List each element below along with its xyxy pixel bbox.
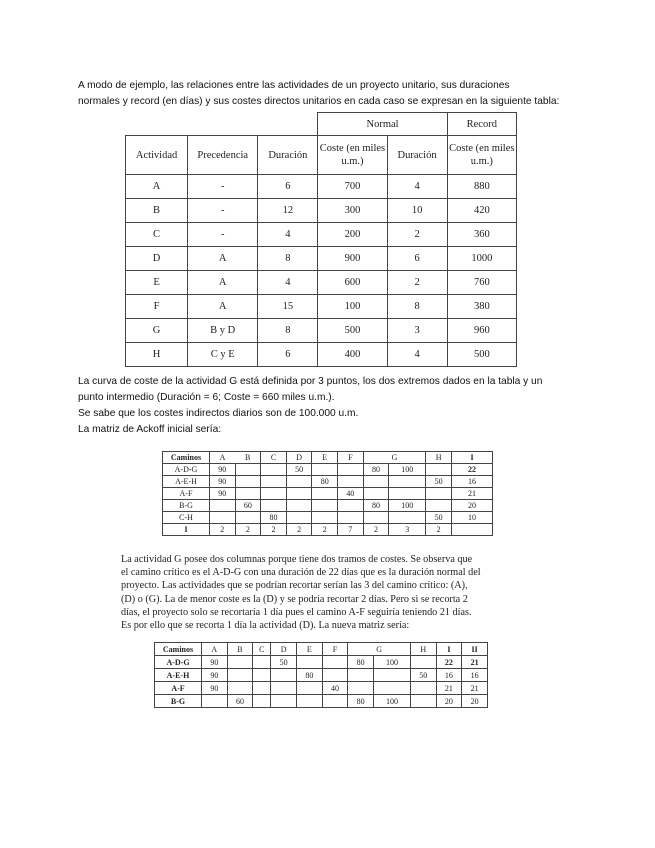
table-cell [312, 464, 338, 476]
table-cell: D [126, 247, 188, 271]
table-cell: A-D-G [163, 464, 210, 476]
table-cell: 300 [318, 199, 387, 223]
table-cell: A-F [155, 682, 202, 695]
ackoff-new-table [154, 642, 488, 708]
explanation-line-4: (D) o (G). La de menor coste es la (D) y se podría recortar 2 días. Pero si se recorta 2 [121, 593, 468, 605]
table-cell: 21 [462, 656, 488, 669]
table1-header: Actividad [126, 136, 188, 175]
table1-header: Duración [387, 136, 447, 175]
table-cell: 80 [348, 695, 374, 708]
table-cell: 21 [452, 488, 493, 500]
table-cell: 90 [202, 669, 228, 682]
table3-header: H [410, 643, 436, 656]
table-cell [261, 500, 287, 512]
table-cell [322, 656, 348, 669]
table-cell [210, 500, 236, 512]
table-cell [312, 488, 338, 500]
explanation-paragraph [121, 553, 531, 632]
table-cell: 50 [426, 476, 452, 488]
table-cell: B-G [155, 695, 202, 708]
table-cell [253, 656, 271, 669]
table-cell [338, 464, 364, 476]
table3-header: II [462, 643, 488, 656]
table-row [163, 476, 493, 488]
table-cell: 50 [271, 656, 297, 669]
table-cell [410, 695, 436, 708]
table-cell [271, 682, 297, 695]
table-row [126, 199, 517, 223]
table-cell: 21 [462, 682, 488, 695]
mid-line-3: Se sabe que los costes indirectos diarios son de 100.000 u.m. [78, 408, 359, 419]
table-cell: A [126, 175, 188, 199]
table-cell [410, 682, 436, 695]
table-row [163, 464, 493, 476]
table2-header: I [452, 452, 493, 464]
table-cell: A [188, 295, 258, 319]
table-row [126, 247, 517, 271]
table-cell: 16 [462, 669, 488, 682]
table2-header-a: A [219, 452, 226, 462]
table-cell: 2 [387, 271, 447, 295]
table-row [163, 488, 493, 500]
table3-header: I [436, 643, 462, 656]
table3-header: C [253, 643, 271, 656]
table-cell: 200 [318, 223, 387, 247]
mid-paragraph [78, 374, 542, 438]
table2-header: H [426, 452, 452, 464]
table-cell [286, 500, 312, 512]
table-cell [253, 669, 271, 682]
table2-header: D [286, 452, 312, 464]
table2-header: C [261, 452, 287, 464]
table-cell: 80 [261, 512, 287, 524]
table-cell: 4 [258, 223, 318, 247]
table-cell: 8 [387, 295, 447, 319]
table-cell [389, 488, 426, 500]
table3-header: F [322, 643, 348, 656]
intro-line-2: normales y record (en días) y sus costes directos unitarios en cada caso se expresan en la siguiente tabla: [78, 96, 560, 107]
activities-table [125, 112, 517, 367]
table-cell: C-H [163, 512, 210, 524]
table-cell [373, 682, 410, 695]
table-cell: - [188, 199, 258, 223]
table-cell [363, 488, 389, 500]
table-cell [253, 695, 271, 708]
table-row [163, 500, 493, 512]
table-cell: - [188, 223, 258, 247]
explanation-line-1: La actividad G posee dos columnas porque tiene dos tramos de costes. Se observa que [121, 554, 473, 565]
table-cell: 500 [318, 319, 387, 343]
table-cell [373, 669, 410, 682]
table-cell: 8 [258, 319, 318, 343]
table-row [126, 319, 517, 343]
table-cell: 7 [338, 524, 364, 536]
table-cell [271, 695, 297, 708]
table-cell: 1000 [447, 247, 516, 271]
table-cell [286, 476, 312, 488]
table-cell [286, 512, 312, 524]
table2-header: Caminos [163, 452, 210, 464]
table3-header: E [297, 643, 323, 656]
intro-line-1: A modo de ejemplo, las relaciones entre las actividades de un proyecto unitario, sus duraciones [78, 80, 510, 91]
mid-line-4: La matriz de Ackoff inicial sería: [78, 424, 222, 435]
table-cell [271, 669, 297, 682]
table-cell: A [188, 247, 258, 271]
table-cell: 22 [436, 656, 462, 669]
table-cell: 420 [447, 199, 516, 223]
table-cell: 360 [447, 223, 516, 247]
table-cell: 16 [452, 476, 493, 488]
table-cell: C [126, 223, 188, 247]
table-cell [261, 488, 287, 500]
table-cell [312, 500, 338, 512]
table-row [126, 295, 517, 319]
table-cell [210, 512, 236, 524]
table-cell [297, 656, 323, 669]
table-cell [338, 512, 364, 524]
table-cell: 80 [348, 656, 374, 669]
table-cell: H [126, 343, 188, 367]
table-cell [322, 669, 348, 682]
table-cell: 100 [318, 295, 387, 319]
table-cell: 4 [258, 271, 318, 295]
table-cell: 80 [363, 464, 389, 476]
table1-header: Coste (en miles u.m.) [447, 136, 516, 175]
table-row [126, 271, 517, 295]
table-cell [389, 476, 426, 488]
table-cell: 880 [447, 175, 516, 199]
table-row [155, 695, 488, 708]
table-cell [235, 464, 261, 476]
table-cell: 3 [387, 319, 447, 343]
table-cell [261, 476, 287, 488]
table3-header: G [348, 643, 411, 656]
table-cell: 60 [227, 695, 253, 708]
table2-header-b: B [244, 452, 251, 462]
table-cell: 6 [258, 175, 318, 199]
table-cell: 100 [373, 656, 410, 669]
table-row [163, 512, 493, 524]
table-cell: 90 [210, 488, 236, 500]
table2-header [210, 452, 261, 464]
mid-line-1: La curva de coste de la actividad G está definida por 3 puntos, los dos extremos dados en la tabla y un [78, 376, 543, 387]
table-cell: A-F [163, 488, 210, 500]
table-cell: 40 [338, 488, 364, 500]
table-cell: 10 [452, 512, 493, 524]
table-cell [322, 695, 348, 708]
table-cell: B-G [163, 500, 210, 512]
table-cell [227, 656, 253, 669]
table-cell: 2 [363, 524, 389, 536]
table1-header: Precedencia [188, 136, 258, 175]
table1-header: Coste (en miles u.m.) [318, 136, 387, 175]
table-cell: A-D-G [155, 656, 202, 669]
table-cell: 2 [235, 524, 261, 536]
table-cell: 2 [426, 524, 452, 536]
table-cell: 960 [447, 319, 516, 343]
table-cell [389, 512, 426, 524]
table-cell: 3 [389, 524, 426, 536]
table-cell: 90 [210, 476, 236, 488]
table-cell: 400 [318, 343, 387, 367]
table-cell: 6 [258, 343, 318, 367]
table-cell: 2 [261, 524, 287, 536]
table-cell: - [188, 175, 258, 199]
table-row [155, 656, 488, 669]
table-cell [363, 476, 389, 488]
table-cell [348, 682, 374, 695]
table-row [126, 343, 517, 367]
explanation-line-5: días, el proyecto solo se recortaría 1 día pues el camino A-F seguiría teniendo 21 días. [121, 606, 472, 618]
table-cell: 50 [286, 464, 312, 476]
table-cell [426, 488, 452, 500]
table-cell: 600 [318, 271, 387, 295]
mid-line-2: punto intermedio (Duración = 6; Coste = 660 miles u.m.). [78, 392, 335, 403]
table-cell: 100 [389, 500, 426, 512]
table-cell [363, 512, 389, 524]
table3-header: B [227, 643, 253, 656]
table-cell [261, 464, 287, 476]
table-cell: 20 [436, 695, 462, 708]
table-cell: 4 [387, 343, 447, 367]
table-cell: B y D [188, 319, 258, 343]
table-cell [235, 512, 261, 524]
table2-header: F [338, 452, 364, 464]
ackoff-initial-table [162, 451, 493, 536]
table-cell: B [126, 199, 188, 223]
table-cell: 100 [389, 464, 426, 476]
table-cell: 12 [258, 199, 318, 223]
table-cell: 500 [447, 343, 516, 367]
table-cell [338, 476, 364, 488]
table-cell: 80 [297, 669, 323, 682]
table-cell: 20 [462, 695, 488, 708]
table-cell [235, 476, 261, 488]
table2-header: G [363, 452, 426, 464]
table-cell: 100 [373, 695, 410, 708]
table-cell [297, 695, 323, 708]
table1-group-normal: Normal [318, 113, 447, 136]
table-cell: I [163, 524, 210, 536]
table1-header: Duración [258, 136, 318, 175]
table-cell: G [126, 319, 188, 343]
table-row [155, 682, 488, 695]
table-row [163, 524, 493, 536]
table-cell: 900 [318, 247, 387, 271]
table-cell: A-E-H [163, 476, 210, 488]
table-cell [348, 669, 374, 682]
table-cell [426, 464, 452, 476]
table-cell: E [126, 271, 188, 295]
table-cell: 10 [387, 199, 447, 223]
table-cell [312, 512, 338, 524]
table-row [126, 175, 517, 199]
table-cell: 6 [387, 247, 447, 271]
table-cell [338, 500, 364, 512]
table-cell: 2 [387, 223, 447, 247]
table-cell [253, 682, 271, 695]
table-cell [227, 669, 253, 682]
explanation-line-3: proyecto. Las actividades que se podrían recortar serían las 3 del camino crítico: (A), [121, 580, 468, 592]
table-row [126, 223, 517, 247]
table-row [155, 669, 488, 682]
table-cell: 700 [318, 175, 387, 199]
explanation-line-2: el camino crítico es el A-D-G con una duración de 22 días que es la duración normal del [121, 567, 481, 579]
table3-header: Caminos [155, 643, 202, 656]
table-cell: A-E-H [155, 669, 202, 682]
table2-header: E [312, 452, 338, 464]
table1-blank-corner [126, 113, 318, 136]
table3-header: D [271, 643, 297, 656]
table-cell: 15 [258, 295, 318, 319]
table-cell: 760 [447, 271, 516, 295]
table-cell [202, 695, 228, 708]
table-cell: 21 [436, 682, 462, 695]
table-cell: 8 [258, 247, 318, 271]
table-cell: 2 [312, 524, 338, 536]
table-cell: 4 [387, 175, 447, 199]
table-cell [286, 488, 312, 500]
intro-paragraph [78, 78, 559, 110]
table-cell: 50 [410, 669, 436, 682]
table-cell [297, 682, 323, 695]
table-cell: 2 [286, 524, 312, 536]
explanation-line-6: Es por ello que se recorta 1 día la actividad (D). La nueva matriz sería: [121, 620, 410, 632]
table-cell [227, 682, 253, 695]
table-cell: 2 [210, 524, 236, 536]
table-cell: 80 [312, 476, 338, 488]
table-cell: 40 [322, 682, 348, 695]
table-cell: 90 [210, 464, 236, 476]
table-cell: 380 [447, 295, 516, 319]
table-cell: A [188, 271, 258, 295]
table-cell: 50 [426, 512, 452, 524]
table-cell: 20 [452, 500, 493, 512]
table-cell: C y E [188, 343, 258, 367]
table-cell [410, 656, 436, 669]
table-cell: 16 [436, 669, 462, 682]
table-cell: 60 [235, 500, 261, 512]
table-cell: 90 [202, 682, 228, 695]
table-cell: 80 [363, 500, 389, 512]
table-cell: F [126, 295, 188, 319]
table3-header: A [202, 643, 228, 656]
table-cell [452, 524, 493, 536]
table-cell [235, 488, 261, 500]
table-cell [426, 500, 452, 512]
table-cell: 90 [202, 656, 228, 669]
table1-group-record: Record [447, 113, 516, 136]
table-cell: 22 [452, 464, 493, 476]
